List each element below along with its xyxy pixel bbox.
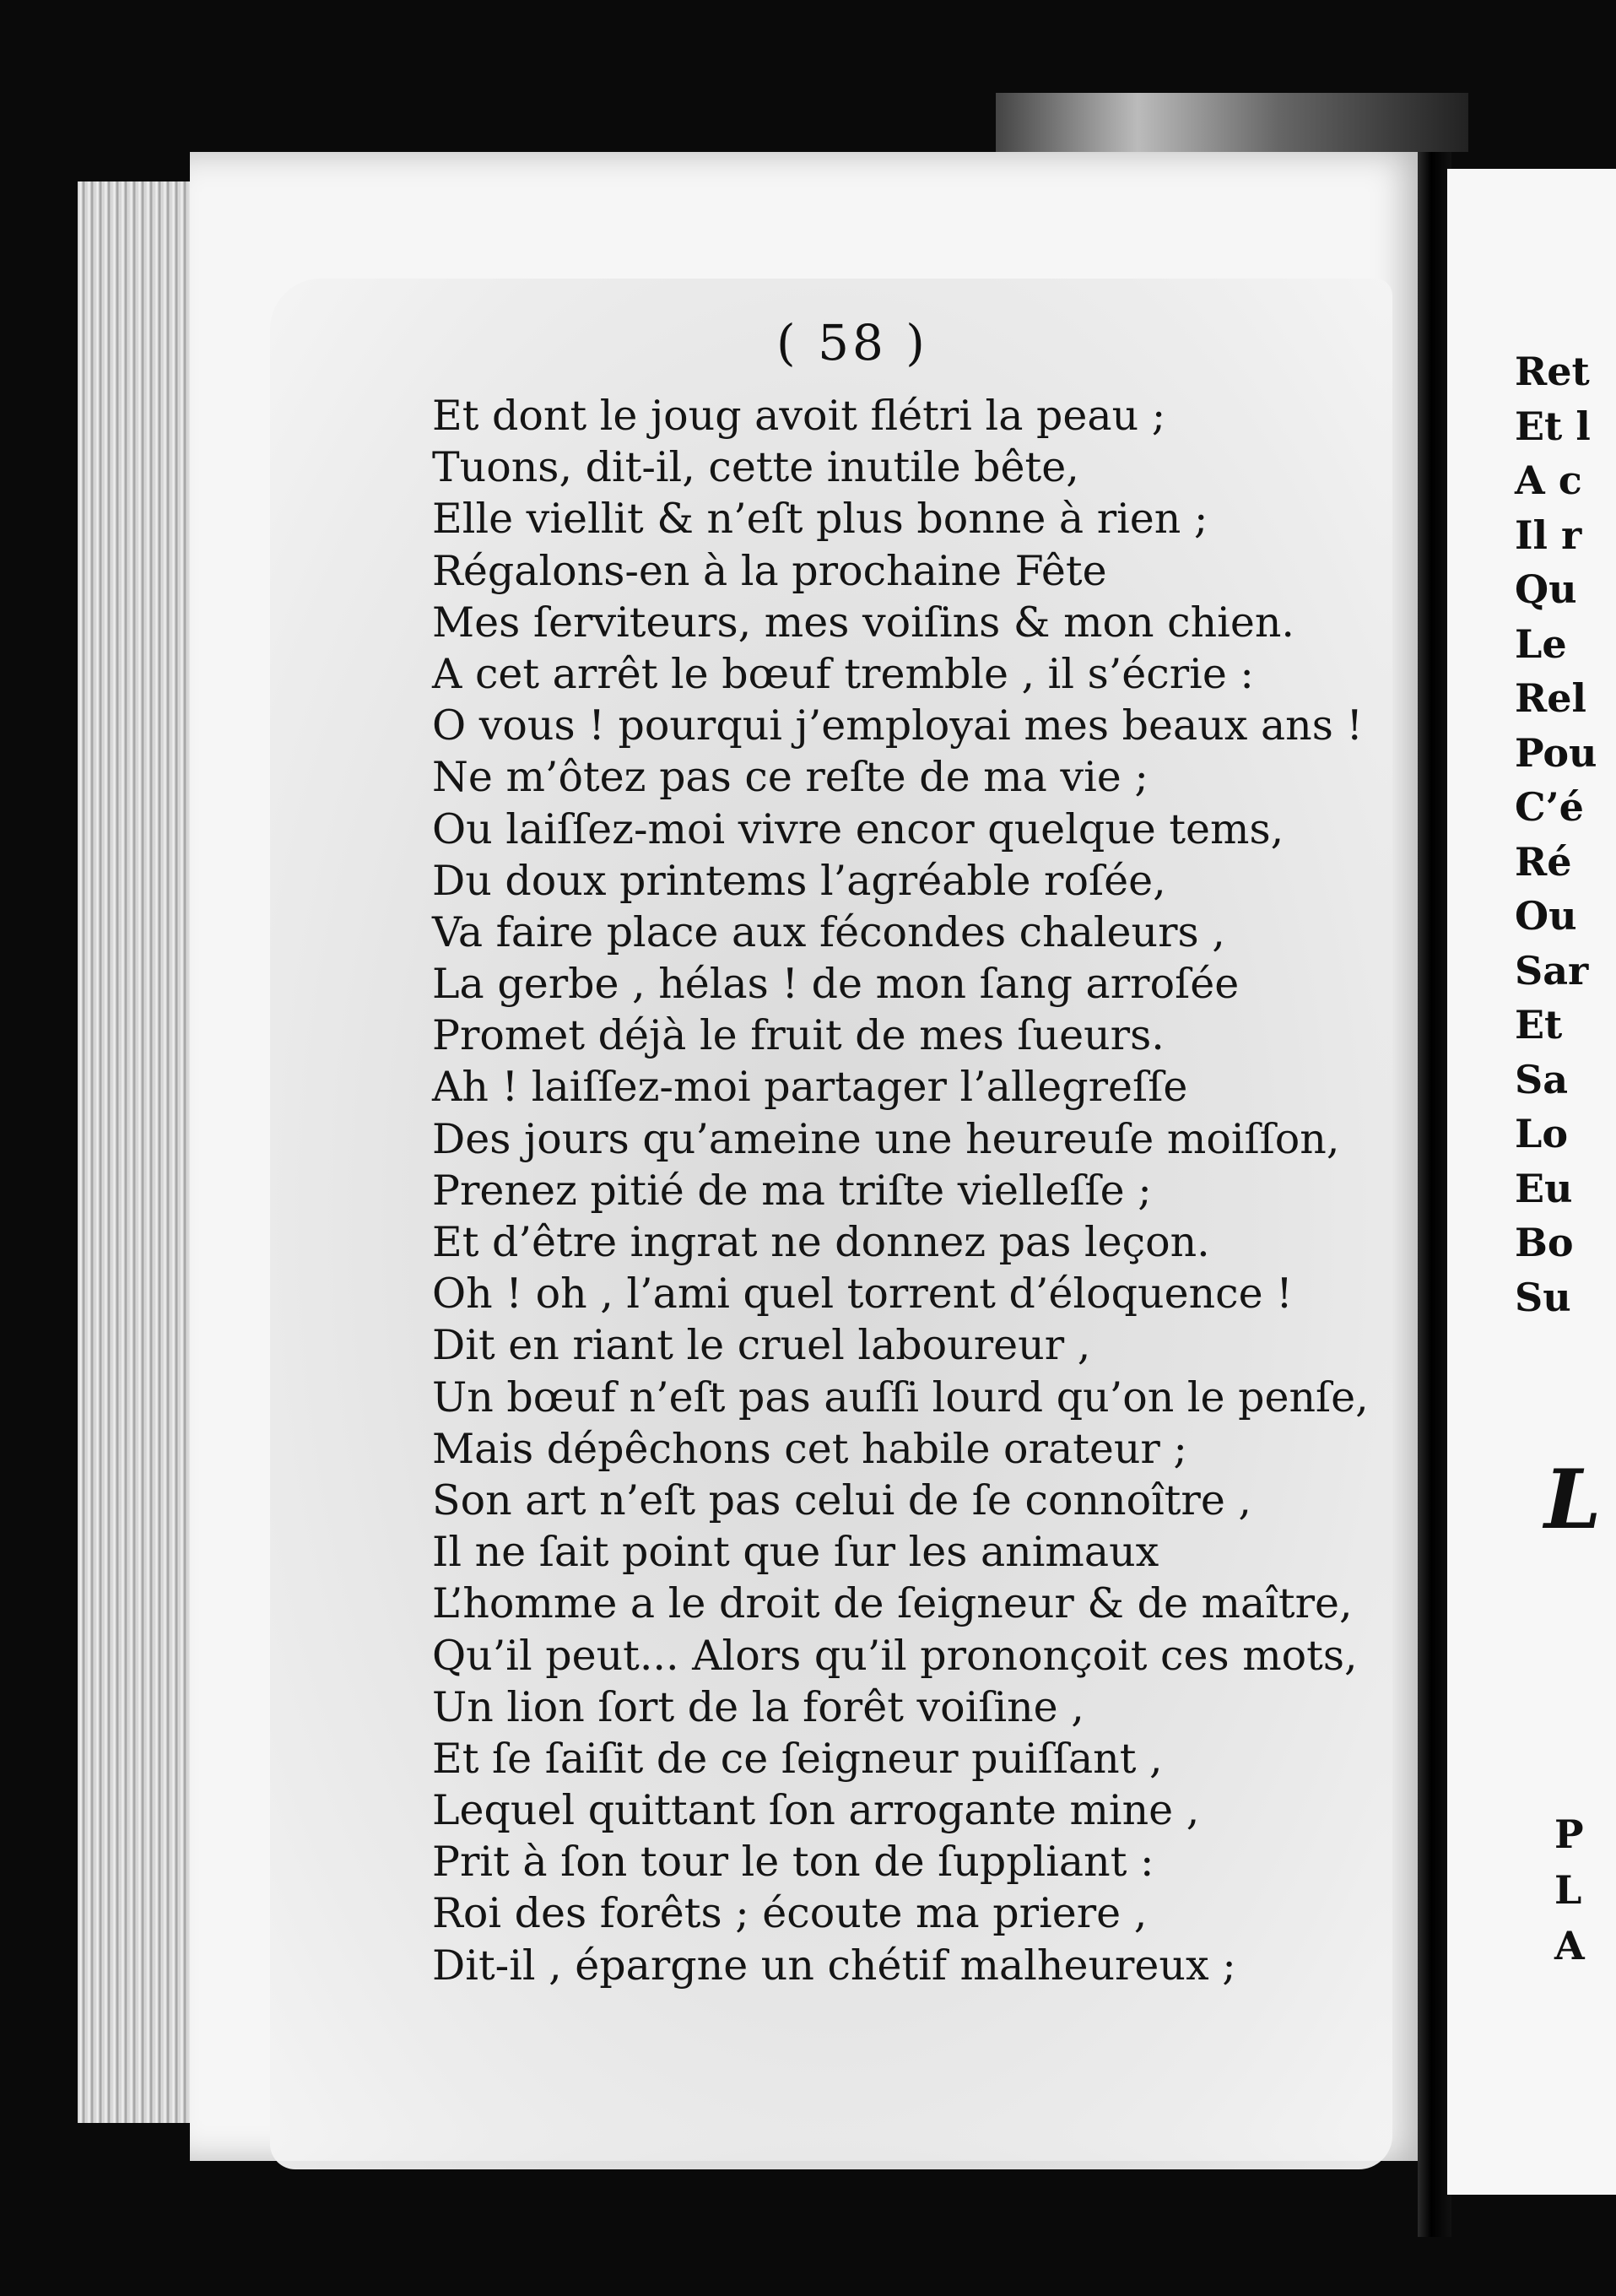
right-lower-fragment: P: [1554, 1811, 1584, 1857]
verse-line: La gerbe , hélas ! de mon ſang arroſée: [432, 960, 1240, 1009]
verse-line: Ne m’ôtez pas ce reſte de ma vie ;: [432, 753, 1148, 802]
right-line-fragment: Ret: [1515, 349, 1590, 394]
right-line-fragment: Il r: [1515, 512, 1582, 558]
right-page-text: [1515, 344, 1597, 1324]
right-line-fragment: A c: [1515, 458, 1582, 503]
verse-line: Son art n’eſt pas celui de ſe connoître ,: [432, 1476, 1252, 1524]
verse-line: Va faire place aux fécondes chaleurs ,: [432, 907, 1225, 956]
right-lower-text: [1554, 1806, 1585, 1974]
right-line-fragment: Bo: [1515, 1220, 1574, 1265]
right-line-fragment: Qu: [1515, 566, 1577, 612]
verse-line: Des jours qu’ameine une heureuſe moiſſon,: [432, 1114, 1340, 1163]
verse-line: Un bœuf n’eſt pas auſſi lourd qu’on le penſe,: [432, 1373, 1369, 1421]
verse-line: Ah ! laiſſez-moi partager l’allegreſſe: [432, 1063, 1188, 1112]
verse-line: L’homme a le droit de ſeigneur & de maître,: [432, 1579, 1353, 1628]
verse-line: Tuons, dit-il, cette inutile bête,: [432, 443, 1079, 492]
verse-line: Il ne ſait point que ſur les animaux: [432, 1528, 1159, 1577]
verse-line: Roi des forêts ; écoute ma priere ,: [432, 1889, 1148, 1938]
right-line-fragment: Le: [1515, 620, 1567, 667]
verse-line: Prit à ſon tour le ton de ſuppliant :: [432, 1838, 1154, 1887]
verse-line: O vous ! pourqui j’employai mes beaux ans !: [432, 701, 1364, 750]
right-line-fragment: C’é: [1515, 784, 1584, 830]
verse-line: Prenez pitié de ma triſte vielleſſe ;: [432, 1166, 1152, 1215]
verse-line: Mais dépêchons cet habile orateur ;: [432, 1424, 1187, 1473]
right-line-fragment: Su: [1515, 1274, 1571, 1320]
verse-line: A cet arrêt le bœuf tremble , il s’écrie :: [432, 649, 1254, 698]
right-line-fragment: Ré: [1515, 838, 1572, 885]
verse-line: Et dont le joug avoit flétri la peau ;: [432, 392, 1166, 440]
verse-line: Qu’il peut... Alors qu’il prononçoit ces mots,: [432, 1631, 1358, 1680]
right-lower-fragment: L: [1554, 1867, 1582, 1913]
verse-line: Et d’être ingrat ne donnez pas leçon.: [432, 1218, 1210, 1266]
verse-line: Régalons-en à la prochaine Fête: [432, 546, 1107, 595]
book-gutter: [1418, 152, 1451, 2237]
right-line-fragment: Ou: [1515, 893, 1577, 939]
right-line-fragment: Lo: [1515, 1111, 1569, 1156]
right-line-fragment: Pou: [1515, 729, 1597, 776]
right-line-fragment: Et l: [1515, 403, 1591, 449]
poem-text: [432, 390, 1369, 1991]
verse-line: Promet déjà le fruit de mes ſueurs.: [432, 1011, 1165, 1060]
right-heading-fragment: L: [1544, 1452, 1602, 1547]
book-top-edge: [996, 93, 1468, 152]
right-lower-fragment: A: [1554, 1923, 1585, 1968]
right-line-fragment: Sar: [1515, 947, 1589, 994]
verse-line: Et ſe ſaiſit de ce ſeigneur puiſſant ,: [432, 1734, 1163, 1783]
verse-line: Ou laiſſez-moi vivre encor quelque tems,: [432, 804, 1284, 853]
verse-line: Dit-il , épargne un chétif malheureux ;: [432, 1941, 1236, 1990]
right-line-fragment: Et: [1515, 1002, 1563, 1048]
right-line-fragment: Sa: [1515, 1056, 1569, 1102]
page-number: ( 58 ): [776, 314, 928, 371]
right-line-fragment: Rel: [1515, 675, 1586, 721]
verse-line: Oh ! oh , l’ami quel torrent d’éloquence !: [432, 1270, 1293, 1319]
verse-line: Elle viellit & n’eſt plus bonne à rien ;: [432, 495, 1208, 544]
right-line-fragment: Eu: [1515, 1165, 1573, 1211]
verse-line: Du doux printems l’agréable roſée,: [432, 856, 1166, 905]
verse-line: Un lion ſort de la forêt voiſine ,: [432, 1682, 1084, 1731]
verse-line: Mes ſerviteurs, mes voiſins & mon chien.: [432, 598, 1294, 647]
verse-line: Dit en riant le cruel laboureur ,: [432, 1321, 1091, 1370]
verse-line: Lequel quittant ſon arrogante mine ,: [432, 1786, 1200, 1835]
